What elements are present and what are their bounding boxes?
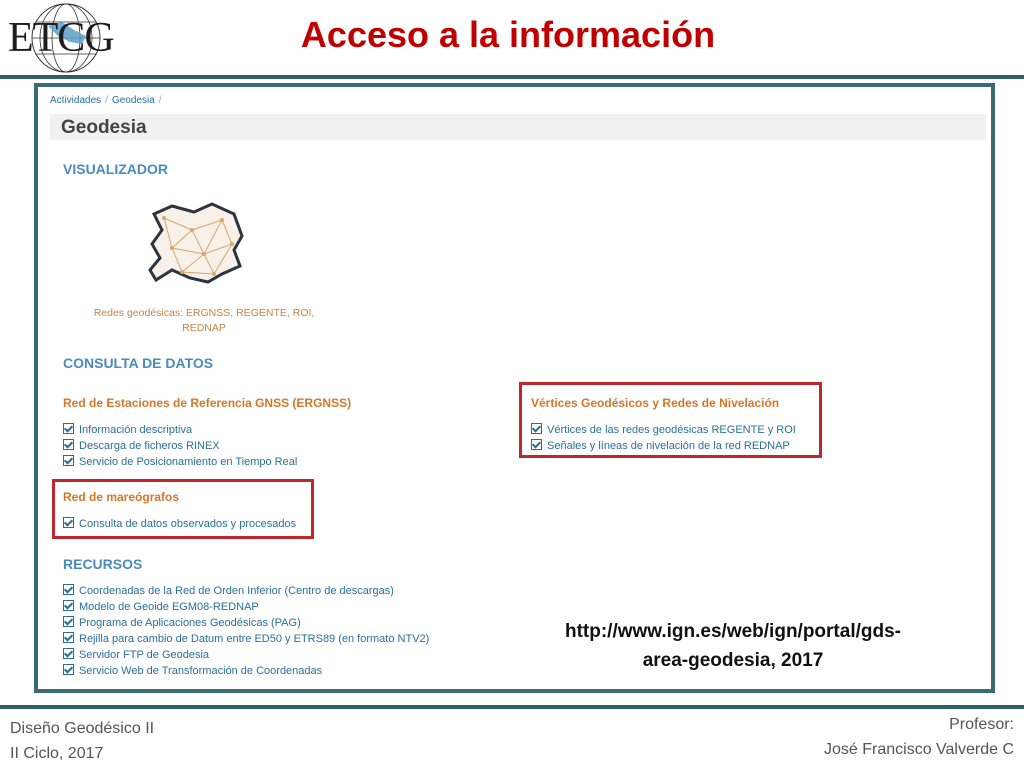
page-heading-bar [50, 114, 986, 140]
slide-title: Acceso a la información [300, 14, 716, 55]
checkbox-icon [63, 455, 74, 466]
breadcrumb: Actividades / Geodesia / [50, 95, 162, 106]
logo-text: ETCG [8, 15, 114, 61]
breadcrumb-geodesia[interactable]: Geodesia [111, 95, 155, 106]
map-caption[interactable]: Redes geodésicas: ERGNSS, REGENTE, ROI, REDNAP [93, 307, 315, 334]
link-senales-rednap[interactable]: Señales y líneas de nivelación de la red REDNAP [531, 439, 790, 452]
section-consulta-datos: CONSULTA DE DATOS [63, 355, 214, 371]
professor-name: José Francisco Valverde C [824, 741, 1014, 758]
checkbox-icon [63, 600, 74, 611]
checkbox-icon [63, 664, 74, 675]
link-recurso-ftp[interactable]: Servidor FTP de Geodesia [63, 648, 209, 661]
link-recurso-coordenadas[interactable]: Coordenadas de la Red de Orden Inferior (Centro de descargas) [63, 584, 394, 597]
top-divider [0, 75, 1024, 79]
checkbox-icon [63, 423, 74, 434]
checkbox-icon [63, 584, 74, 595]
bottom-divider [0, 705, 1024, 709]
breadcrumb-actividades[interactable]: Actividades [50, 95, 102, 106]
course-term: II Ciclo, 2017 [10, 745, 104, 762]
link-recurso-transformacion[interactable]: Servicio Web de Transformación de Coordenadas [63, 664, 322, 677]
page-heading: Geodesia [61, 117, 147, 138]
link-posicionamiento-tiempo-real[interactable]: Servicio de Posicionamiento en Tiempo Real [63, 455, 297, 468]
checkbox-icon [63, 616, 74, 627]
source-url: http://www.ign.es/web/ign/portal/gds- area-geodesia, 2017 [564, 621, 901, 671]
highlight-box-mareografos [52, 479, 314, 539]
link-informacion-descriptiva[interactable]: Información descriptiva [63, 423, 192, 436]
checkbox-icon [63, 648, 74, 659]
highlight-box-vertices [519, 382, 822, 458]
professor-label: Profesor: [949, 716, 1014, 733]
footer-professor [824, 712, 1014, 762]
checkbox-icon [63, 632, 74, 643]
link-descarga-rinex[interactable]: Descarga de ficheros RINEX [63, 439, 220, 452]
course-name: Diseño Geodésico II [10, 720, 155, 737]
link-recurso-pag[interactable]: Programa de Aplicaciones Geodésicas (PAG) [63, 616, 301, 629]
section-recursos: RECURSOS [63, 556, 143, 572]
link-recurso-rejilla[interactable]: Rejilla para cambio de Datum entre ED50 y ETRS89 (en formato NTV2) [63, 632, 429, 645]
checkbox-icon [63, 439, 74, 450]
web-screenshot-frame [34, 83, 995, 693]
link-recurso-geoide[interactable]: Modelo de Geoide EGM08-REDNAP [63, 600, 259, 613]
link-datos-mareografos[interactable]: Consulta de datos observados y procesados [63, 517, 296, 530]
section-visualizador: VISUALIZADOR [63, 161, 168, 177]
ergnss-heading: Red de Estaciones de Referencia GNSS (ERGNSS) [63, 396, 352, 410]
network-map-icon[interactable] [142, 200, 252, 286]
footer-course [10, 716, 154, 766]
mareografos-heading: Red de mareógrafos [63, 490, 180, 504]
link-vertices-regente-roi[interactable]: Vértices de las redes geodésicas REGENTE y ROI [531, 423, 796, 436]
vertices-heading: Vértices Geodésicos y Redes de Nivelación [531, 396, 780, 410]
